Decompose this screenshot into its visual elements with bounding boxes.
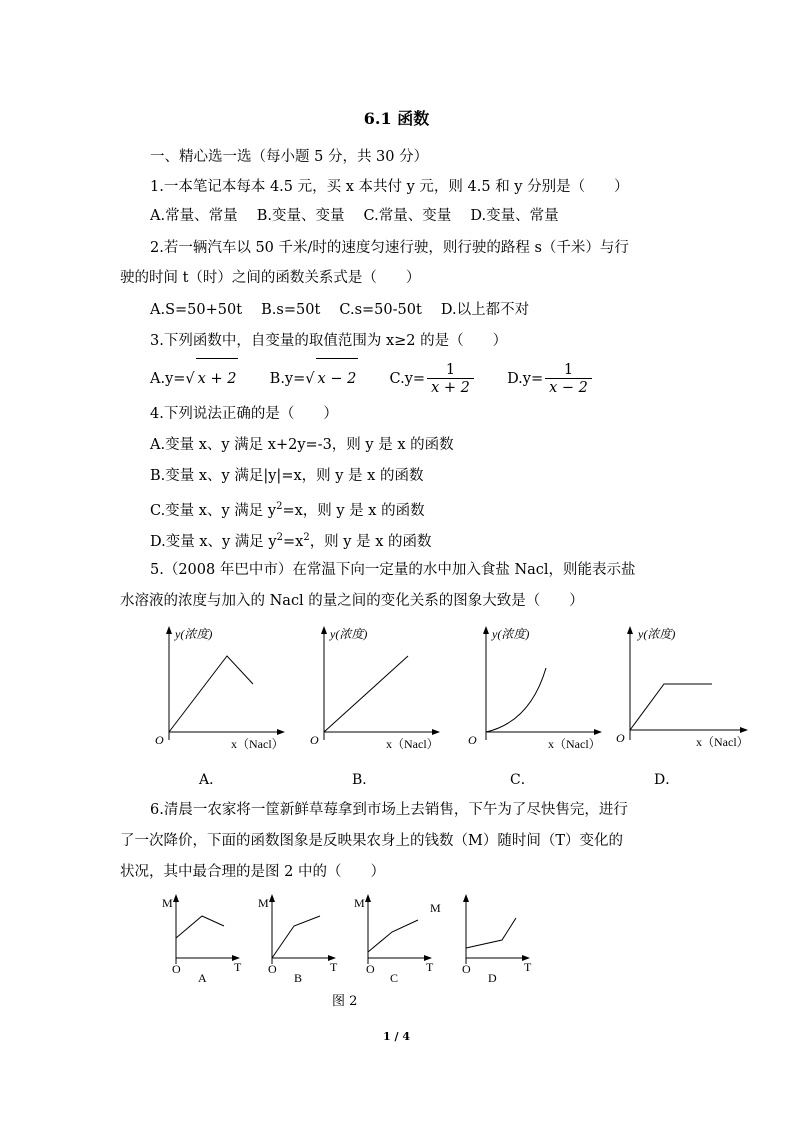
page-title: 6.1 函数 [363,109,430,128]
q6b-origin: O [268,962,277,976]
q5a-y-label: y(浓度) [175,627,213,641]
q6c-m-label-right: M [430,901,441,915]
q5c-origin: O [468,733,477,747]
q5b-origin: O [310,733,319,747]
q6-graph-a [160,892,250,985]
q5-caption-d: D． [654,772,680,788]
q6-graph-c [352,892,452,985]
q5b-y-label: y(浓度) [330,627,368,641]
q6c-m-label: M [354,896,365,910]
q5c-x-label: x（Nacl） [548,737,601,751]
q6a-origin: O [172,962,181,976]
q6-graph-b [256,892,346,985]
q5-graph-a [145,622,285,752]
q6-figure-caption: 图 2 [332,994,358,1009]
q6c-origin: O [366,962,375,976]
q2-stem-line2: 驶的时间 t（时）之间的函数关系式是（ ） [120,270,421,286]
q6b-label: B [294,971,303,985]
q3-option-d: D.y= $\frac{1}{x - 2}$ [507,371,594,387]
q5-caption-a: A． [199,772,224,788]
q6b-t-label: T [330,960,338,974]
q5-caption-c: C． [510,772,535,788]
q2-options: A.S=50+50t B.s=50t C.s=50-50t D.以上都不对 [150,302,530,318]
q3-option-c: C.y= $\frac{1}{x + 2}$ [390,371,476,387]
q6a-m-label: M [162,896,173,910]
q6a-label: A [198,971,207,985]
q3-stem: 3.下列函数中，自变量的取值范围为 x≥2 的是（ ） [150,333,508,349]
q5-graph-c [462,622,607,752]
q5-caption-b: B． [352,772,377,788]
q5d-x-label: x（Nacl） [696,735,749,749]
q6b-m-label: M [258,896,269,910]
q2-stem-line1: 2.若一辆汽车以 50 千米/时的速度匀速行驶，则行驶的路程 s（千米）与行 [150,240,629,256]
q4-option-a: A.变量 x、y 满足 x+2y=-3，则 y 是 x 的函数 [150,437,454,453]
q4-option-c: C.变量 x、y 满足 $y^2=x$，则 y 是 x 的函数 [150,501,425,519]
q5d-origin: O [616,731,625,745]
q4-stem: 4.下列说法正确的是（ ） [150,406,338,422]
q6c-t-label: T [426,960,434,974]
q5-stem-line2: 水溶液的浓度与加入的 Nacl 的量之间的变化关系的图象大致是（ ） [120,593,584,609]
q5a-origin: O [155,733,164,747]
q1-stem: 1.一本笔记本每本 4.5 元，买 x 本共付 y 元，则 4.5 和 y 分别是（ ） [150,179,629,195]
q6c-label: C [390,971,399,985]
q6a-t-label: T [234,960,242,974]
section-heading: 一、精心选一选（每小题 5 分，共 30 分） [150,149,429,165]
q5-graph-b [300,622,440,752]
q6-stem-line2: 了一次降价，下面的函数图象是反映果农身上的钱数（M）随时间（T）变化的 [120,833,624,849]
q6-stem-line1: 6.清晨一农家将一筐新鲜草莓拿到市场上去销售，下午为了尽快售完，进行 [150,802,628,818]
q5a-x-label: x（Nacl） [231,737,284,751]
q1-options: A.常量、常量 B.变量、变量 C.常量、变量 D.变量、常量 [150,208,559,224]
q3-options [150,358,594,399]
q6-graph-d [450,892,540,985]
q5b-x-label: x（Nacl） [386,737,439,751]
q5-graph-d [612,622,757,752]
q4-option-d: D.变量 x、y 满足 $y^2=x^2$，则 y 是 x 的函数 [150,532,432,550]
q6d-label: D [488,971,497,985]
q3-option-a: A.y=√ x + 2 [150,371,238,387]
q5-stem-line1: 5.（2008 年巴中市）在常温下向一定量的水中加入食盐 Nacl，则能表示盐 [150,562,636,578]
q5c-y-label: y(浓度) [492,627,530,641]
q5d-y-label: y(浓度) [638,627,676,641]
q6d-t-label: T [524,960,532,974]
page-number: 1 / 4 [383,1030,410,1043]
q4-option-b: B.变量 x、y 满足|y|=x，则 y 是 x 的函数 [150,468,424,484]
q6d-origin: O [462,962,471,976]
q6-stem-line3: 状况，其中最合理的是图 2 中的（ ） [120,864,385,880]
q3-option-b: B.y=√ x − 2 [270,371,359,387]
